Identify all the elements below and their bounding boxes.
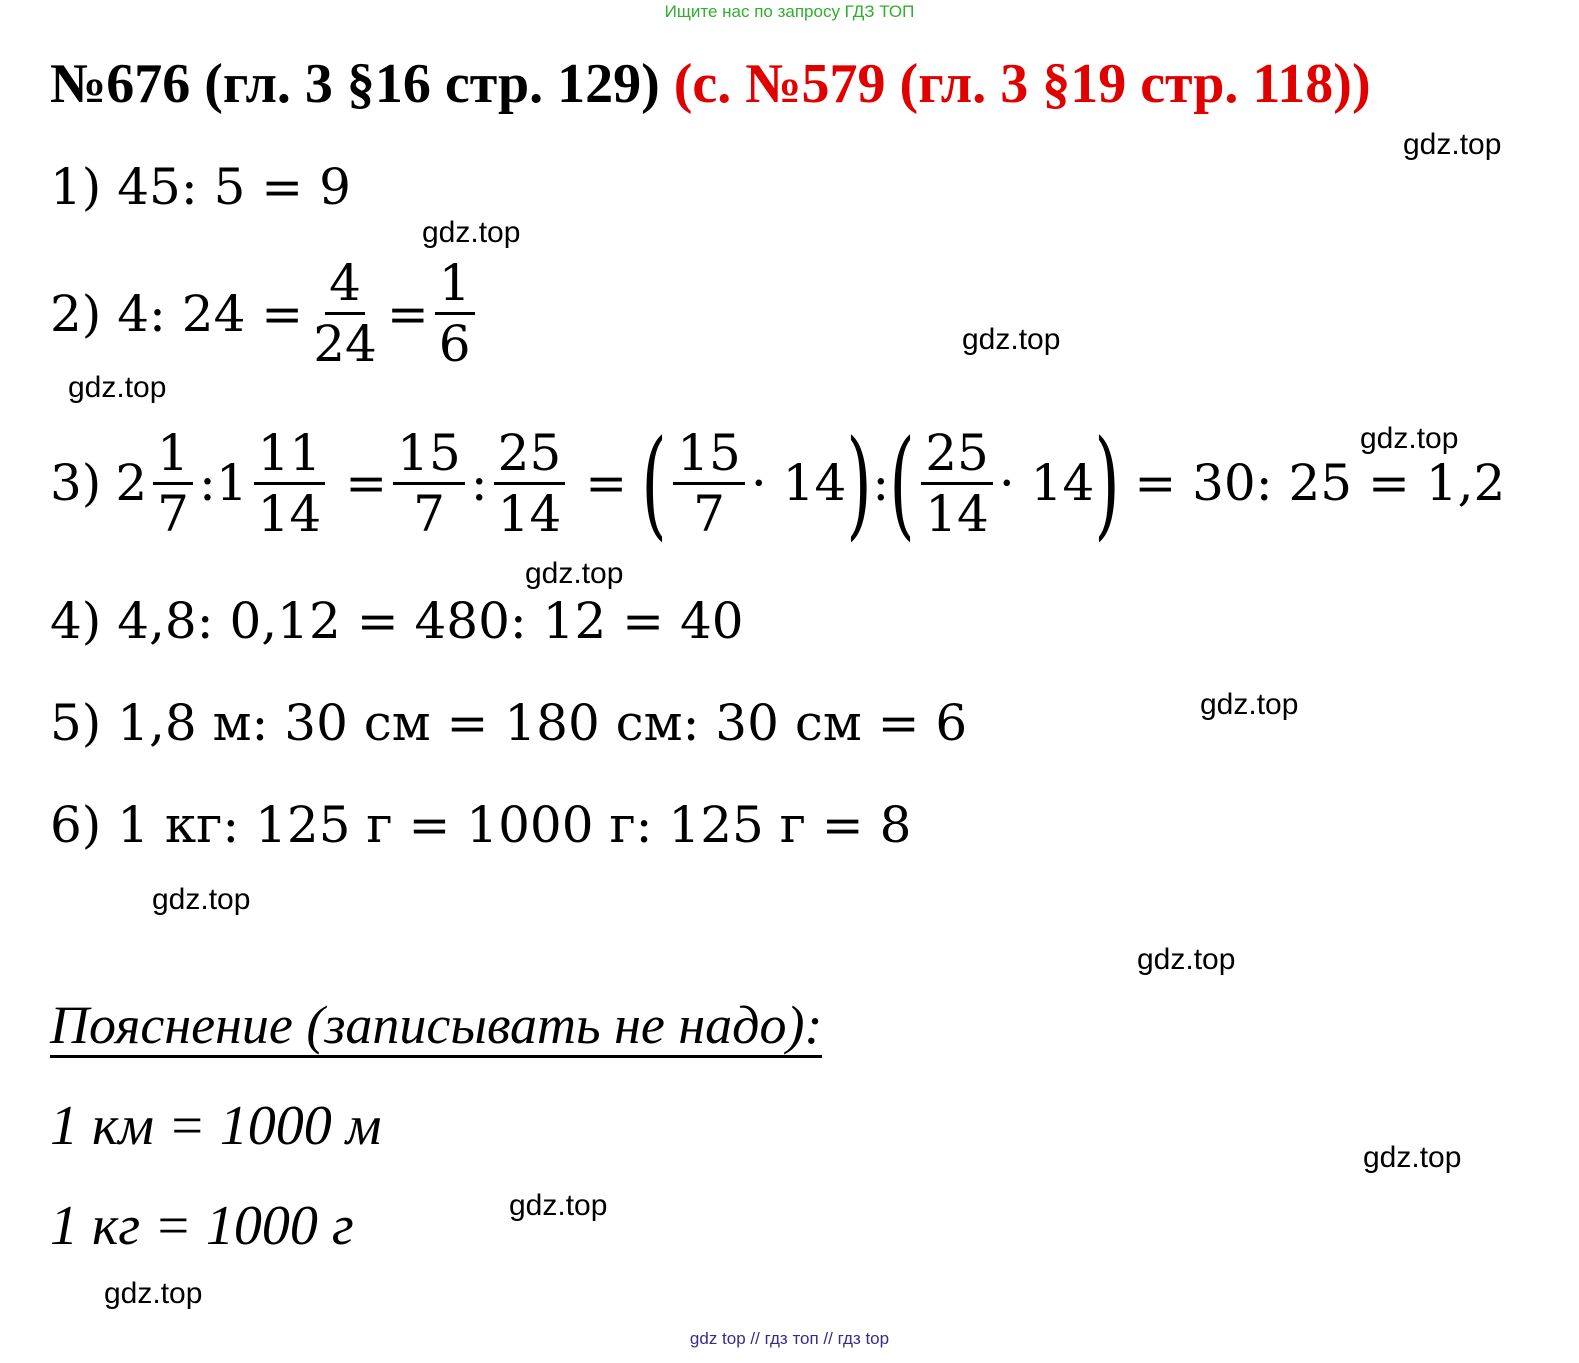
watermark: gdz.top	[525, 557, 624, 590]
fraction-numerator: 15	[393, 428, 465, 485]
line-6-text: 6) 1 кг: 125 г = 1000 г: 125 г = 8	[50, 796, 912, 854]
left-paren: (	[889, 414, 915, 552]
watermark: gdz.top	[422, 216, 521, 249]
right-paren: )	[846, 414, 872, 552]
fraction-numerator: 25	[494, 428, 566, 485]
mixed-fraction	[254, 423, 326, 543]
watermark: gdz.top	[1200, 688, 1299, 721]
solution-line-5	[50, 694, 967, 752]
line-3-prefix: 3)	[50, 454, 102, 512]
fraction-numerator: 4	[325, 258, 365, 315]
solution-line-2	[50, 254, 481, 373]
equals-sign: =	[345, 454, 388, 512]
title-alt: (с. №579 (гл. 3 §19 стр. 118))	[673, 53, 1371, 115]
line-2-prefix: 2) 4: 24 =	[50, 284, 304, 343]
fraction-denominator: 7	[157, 484, 189, 543]
watermark: gdz.top	[1360, 422, 1459, 455]
solution-line-6	[50, 796, 911, 854]
mixed-number-2-1-7	[115, 423, 199, 543]
fraction-numerator: 15	[673, 428, 745, 485]
page-title	[50, 52, 1371, 116]
watermark: gdz.top	[152, 883, 251, 916]
fraction-denominator: 7	[413, 484, 445, 543]
line-3-suffix: = 30: 25 = 1,2	[1134, 454, 1506, 512]
mixed-whole: 1	[215, 454, 248, 512]
fraction-15-7	[393, 423, 465, 543]
fraction-denominator: 14	[925, 484, 989, 543]
explanation-line-1: 1 км = 1000 м	[50, 1095, 382, 1157]
equals-sign: =	[585, 454, 628, 512]
fraction-25-14	[494, 423, 566, 543]
explanation-line-2: 1 кг = 1000 г	[50, 1195, 354, 1257]
division-colon: :	[198, 454, 216, 512]
watermark: gdz.top	[962, 323, 1061, 356]
mixed-fraction	[153, 423, 193, 543]
fraction-denominator: 6	[438, 315, 471, 373]
mixed-number-1-11-14	[215, 423, 331, 543]
fraction-numerator: 25	[921, 428, 993, 485]
fraction-4-24	[309, 254, 381, 373]
fraction-numerator: 1	[153, 428, 193, 485]
fraction-1-6	[435, 254, 475, 373]
watermark: gdz.top	[1137, 943, 1236, 976]
explanation-title: Пояснение (записывать не надо):	[50, 996, 822, 1058]
line-5-text: 5) 1,8 м: 30 см = 180 см: 30 см = 6	[50, 694, 968, 752]
fraction-denominator: 14	[497, 484, 562, 543]
fraction-15-7-grouped	[673, 423, 745, 543]
watermark: gdz.top	[1403, 128, 1502, 161]
solution-line-1	[50, 158, 351, 216]
fraction-numerator: 11	[254, 428, 326, 485]
left-paren: (	[641, 414, 667, 552]
fraction-25-14-grouped	[921, 423, 993, 543]
solution-line-4	[50, 592, 744, 650]
division-colon: :	[470, 454, 488, 512]
watermark: gdz.top	[104, 1277, 203, 1310]
multiply-14: · 14	[998, 454, 1095, 512]
bottom-banner[interactable]: gdz top // гдз топ // гдз top	[689, 1329, 890, 1348]
multiply-14: · 14	[750, 454, 847, 512]
watermark: gdz.top	[68, 371, 167, 404]
fraction-denominator: 24	[313, 315, 377, 373]
watermark: gdz.top	[509, 1189, 608, 1222]
watermark: gdz.top	[1363, 1141, 1462, 1174]
equals-sign: =	[386, 284, 429, 343]
fraction-denominator: 7	[693, 484, 725, 543]
division-colon: :	[872, 454, 890, 512]
mixed-whole: 2	[115, 454, 148, 512]
solution-line-3	[50, 414, 1506, 552]
top-banner[interactable]: Ищите нас по запросу ГДЗ ТОП	[664, 2, 915, 21]
right-paren: )	[1094, 414, 1120, 552]
line-1-text: 1) 45: 5 = 9	[50, 158, 351, 216]
fraction-numerator: 1	[435, 258, 475, 315]
line-4-text: 4) 4,8: 0,12 = 480: 12 = 40	[50, 592, 744, 650]
title-main: №676 (гл. 3 §16 стр. 129)	[50, 53, 660, 115]
fraction-denominator: 14	[257, 484, 322, 543]
